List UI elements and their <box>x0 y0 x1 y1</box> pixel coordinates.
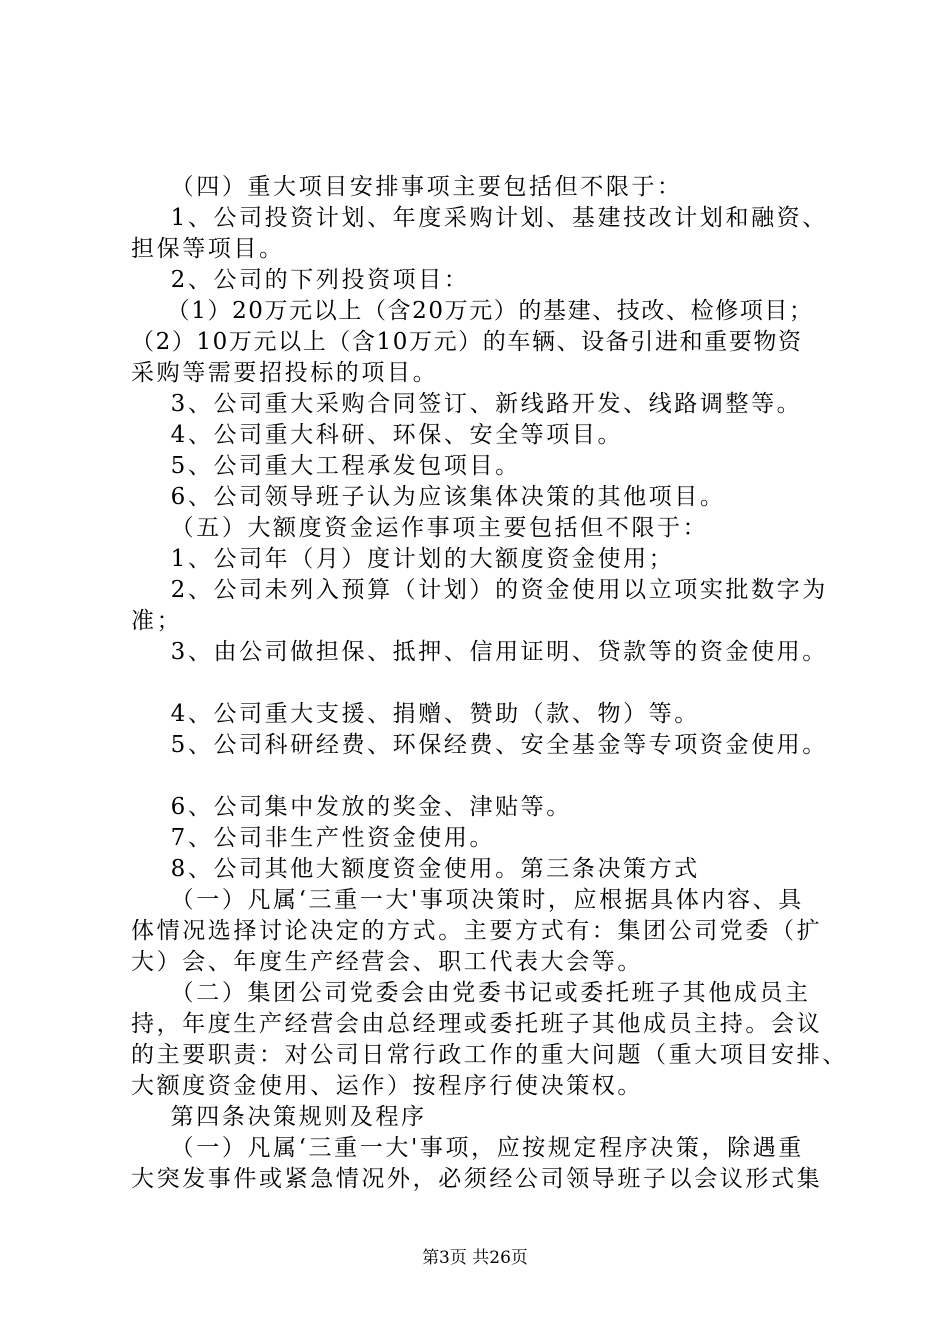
text-line: 3、由公司做担保、抵押、信用证明、贷款等的资金使用。 <box>131 639 828 665</box>
page-number-footer: 第3页 共26页 <box>422 1248 528 1268</box>
text-line: 准； <box>131 608 183 634</box>
blank-line <box>131 668 831 699</box>
document-body <box>131 172 848 1195</box>
text-line: 持，年度生产经营会由总经理或委托班子其他成员主持。会议 <box>131 1011 823 1037</box>
text-line: 4、公司重大支援、捐赠、赞助（款、物）等。 <box>131 701 700 727</box>
blank-line <box>131 761 831 792</box>
text-line: （四）重大项目安排事项主要包括但不限于： <box>131 174 683 200</box>
text-line: 6、公司领导班子认为应该集体决策的其他项目。 <box>131 484 726 510</box>
text-line: （1）20万元以上（含20万元）的基建、技改、检修项目； <box>131 298 814 324</box>
text-line: （二）集团公司党委会由党委书记或委托班子其他成员主 <box>131 980 811 1006</box>
text-line: （2）10万元以上（含10万元）的车辆、设备引进和重要物资 <box>131 329 803 355</box>
text-line: 5、公司科研经费、环保经费、安全基金等专项资金使用。 <box>131 732 828 758</box>
text-line: 大额度资金使用、运作）按程序行使决策权。 <box>131 1073 643 1099</box>
text-line: 7、公司非生产性资金使用。 <box>131 825 496 851</box>
text-line: 1、公司投资计划、年度采购计划、基建技改计划和融资、 <box>131 205 828 231</box>
text-line: 8、公司其他大额度资金使用。第三条决策方式 <box>131 856 700 882</box>
text-line: 5、公司重大工程承发包项目。 <box>131 453 521 479</box>
text-line: 2、公司的下列投资项目： <box>131 267 470 293</box>
text-line: （五）大额度资金运作事项主要包括但不限于： <box>131 515 709 541</box>
text-line: 采购等需要招投标的项目。 <box>131 360 439 386</box>
text-line: 大）会、年度生产经营会、职工代表大会等。 <box>131 949 643 975</box>
text-line: （一）凡属‘三重一大'事项，应按规定程序决策，除遇重 <box>131 1135 804 1161</box>
text-line: （一）凡属‘三重一大'事项决策时，应根据具体内容、具 <box>131 887 804 913</box>
text-line: 的主要职责：对公司日常行政工作的重大问题（重大项目安排、 <box>131 1042 848 1068</box>
text-line: 6、公司集中发放的奖金、津贴等。 <box>131 794 572 820</box>
text-line: 大突发事件或紧急情况外，必须经公司领导班子以会议形式集 <box>131 1166 823 1192</box>
text-line: 4、公司重大科研、环保、安全等项目。 <box>131 422 624 448</box>
text-line: 体情况选择讨论决定的方式。主要方式有：集团公司党委（扩 <box>131 918 823 944</box>
text-line: 第四条决策规则及程序 <box>131 1104 427 1130</box>
text-line: 2、公司未列入预算（计划）的资金使用以立项实批数字为 <box>131 577 828 603</box>
text-line: 1、公司年（月）度计划的大额度资金使用； <box>131 546 675 572</box>
text-line: 担保等项目。 <box>131 236 285 262</box>
text-line: 3、公司重大采购合同签订、新线路开发、线路调整等。 <box>131 391 803 417</box>
